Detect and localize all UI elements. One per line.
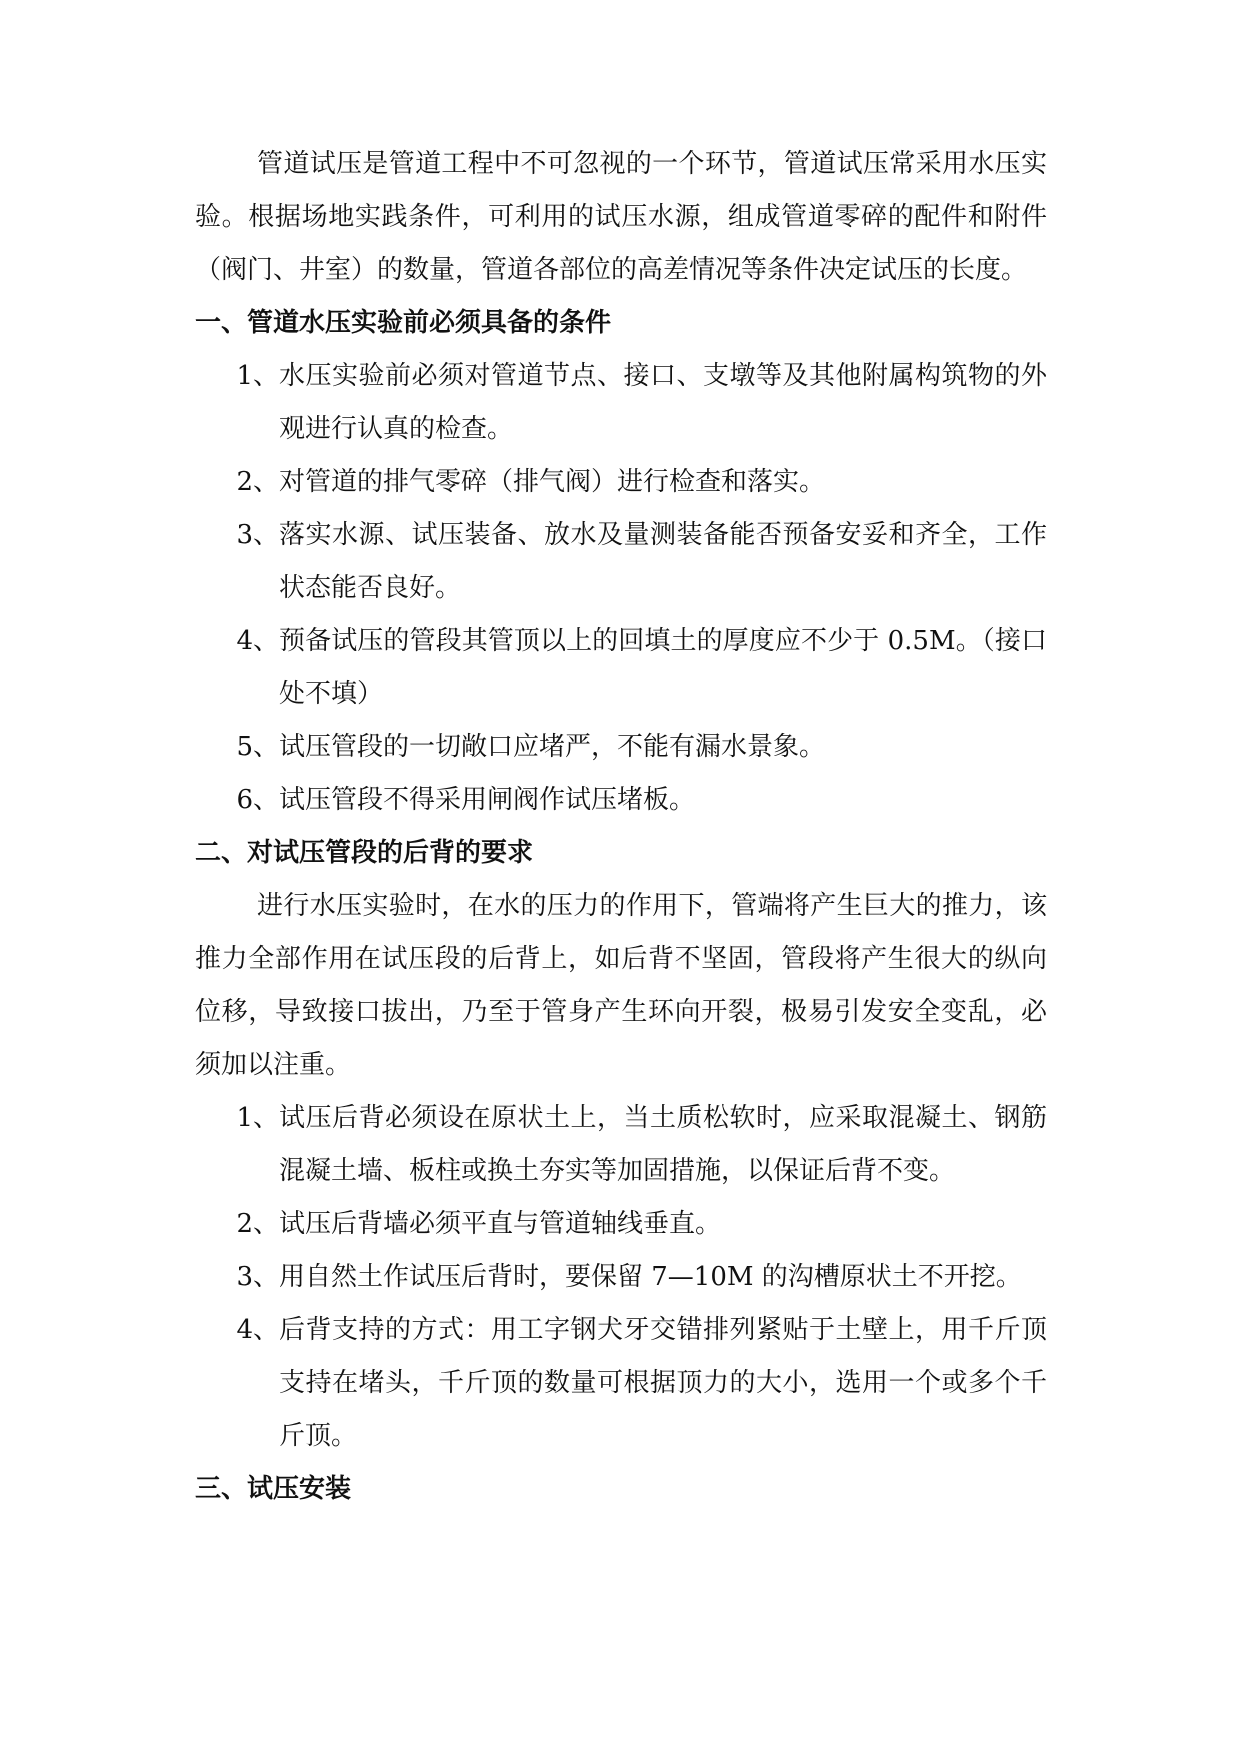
item-number: 3、 — [236, 1262, 279, 1292]
item-text: 对管道的排气零碎（排气阀）进行检查和落实。 — [279, 467, 826, 497]
list-item — [195, 1304, 1047, 1463]
item-text: 试压后背必须设在原状土上，当土质松软时，应采取混凝土、钢筋混凝土墙、板柱或换土夯实等加固措施，以保证后背不变。 — [279, 1103, 1047, 1186]
item-text: 预备试压的管段其管顶以上的回填土的厚度应不少于 0.5M。（接口处不填） — [279, 626, 1047, 709]
document-page — [195, 138, 1047, 1516]
item-text: 试压管段不得采用闸阀作试压堵板。 — [279, 785, 696, 815]
item-number: 4、 — [236, 626, 279, 656]
item-number: 2、 — [236, 467, 279, 497]
item-number: 1、 — [236, 361, 279, 391]
item-text: 用自然土作试压后背时，要保留 7—10M 的沟槽原状土不开挖。 — [279, 1262, 1022, 1292]
item-number: 3、 — [236, 520, 279, 550]
list-item — [195, 350, 1047, 456]
item-text: 后背支持的方式：用工字钢犬牙交错排列紧贴于土壁上，用千斤顶支持在堵头，千斤顶的数量可根据顶力的大小，选用一个或多个千斤顶。 — [279, 1315, 1047, 1451]
section2-intro: 进行水压实验时，在水的压力的作用下，管端将产生巨大的推力，该推力全部作用在试压段的后背上，如后背不坚固，管段将产生很大的纵向位移，导致接口拔出，乃至于管身产生环向开裂，极易引发安全变乱，必须加以注重。 — [195, 891, 1047, 1080]
item-number: 1、 — [236, 1103, 279, 1133]
item-number: 5、 — [236, 732, 279, 762]
list-item — [195, 1251, 1047, 1304]
list-item — [195, 721, 1047, 774]
item-number: 6、 — [236, 785, 279, 815]
section1-heading: 一、管道水压实验前必须具备的条件 — [195, 308, 612, 338]
item-text: 水压实验前必须对管道节点、接口、支墩等及其他附属构筑物的外观进行认真的检查。 — [279, 361, 1047, 444]
list-item — [195, 509, 1047, 615]
item-text: 试压管段的一切敞口应堵严，不能有漏水景象。 — [279, 732, 826, 762]
intro-paragraph: 管道试压是管道工程中不可忽视的一个环节，管道试压常采用水压实验。根据场地实践条件，可利用的试压水源，组成管道零碎的配件和附件（阀门、井室）的数量，管道各部位的高差情况等条件决定试压的长度。 — [195, 149, 1047, 285]
list-item — [195, 774, 1047, 827]
item-text: 落实水源、试压装备、放水及量测装备能否预备安妥和齐全，工作状态能否良好。 — [279, 520, 1047, 603]
item-number: 4、 — [236, 1315, 279, 1345]
item-text: 试压后背墙必须平直与管道轴线垂直。 — [279, 1209, 722, 1239]
item-number: 2、 — [236, 1209, 279, 1239]
list-item — [195, 456, 1047, 509]
list-item — [195, 1092, 1047, 1198]
list-item — [195, 615, 1047, 721]
list-item — [195, 1198, 1047, 1251]
section3-heading: 三、试压安装 — [195, 1474, 352, 1504]
section2-heading: 二、对试压管段的后背的要求 — [195, 838, 534, 868]
